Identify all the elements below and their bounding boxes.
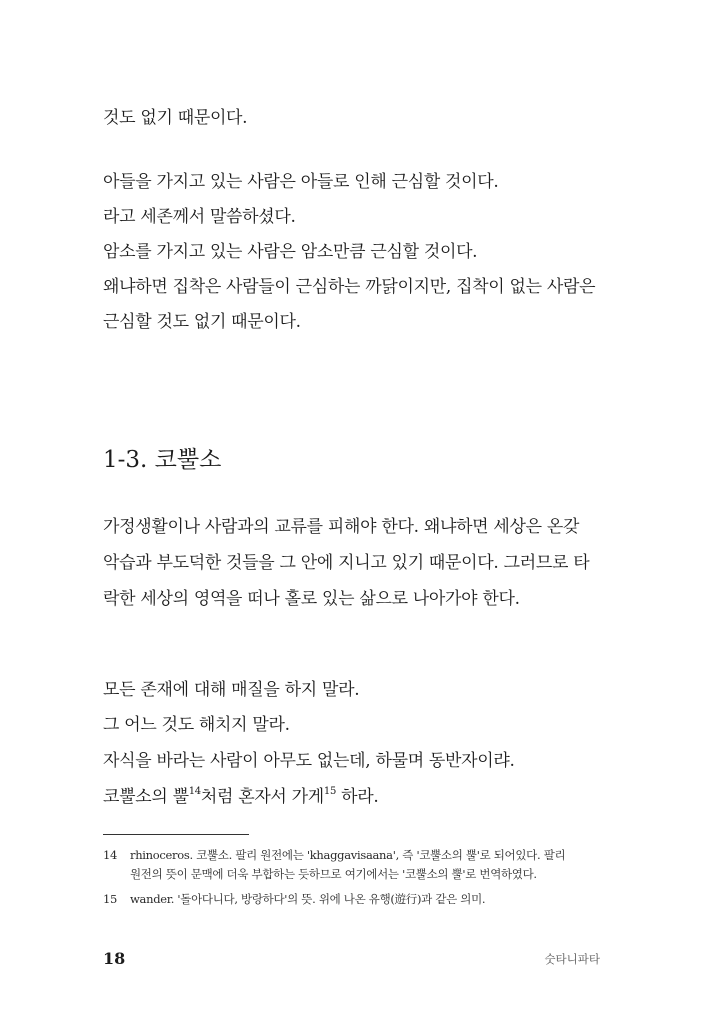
paragraph-line: 가정생활이나 사람과의 교류를 피해야 한다. 왜냐하면 세상은 온갖 bbox=[103, 517, 580, 537]
footnote-15 bbox=[103, 891, 485, 908]
footnote-14-continued: 원전의 뜻이 문맥에 더욱 부합하는 듯하므로 여기에서는 '코뿔소의 뿔'로 번역하였다. bbox=[130, 867, 537, 881]
paragraph-line: 것도 없기 때문이다. bbox=[103, 108, 248, 128]
verse-line: 라고 세존께서 말씀하셨다. bbox=[103, 207, 296, 227]
footnote-ref-14[interactable]: 14 bbox=[188, 786, 201, 798]
verse-text: 처럼 혼자서 가게 bbox=[200, 787, 324, 807]
footnote-ref-15[interactable]: 15 bbox=[323, 786, 337, 798]
verse-line bbox=[103, 786, 378, 808]
footnote-number: 14 bbox=[103, 848, 118, 862]
verse-line: 왜냐하면 집착은 사람들이 근심하는 까닭이지만, 집착이 없는 사람은 bbox=[103, 277, 596, 297]
footnote-14 bbox=[103, 847, 565, 864]
page-number: 18 bbox=[103, 949, 126, 968]
verse-text: 하라. bbox=[336, 787, 379, 807]
verse-text: 코뿔소의 뿔 bbox=[103, 787, 189, 807]
verse-line: 근심할 것도 없기 때문이다. bbox=[103, 312, 301, 332]
section-heading: 1-3. 코뿔소 bbox=[103, 447, 222, 473]
running-title: 숫타니파타 bbox=[544, 952, 600, 966]
verse-line: 그 어느 것도 해치지 말라. bbox=[103, 715, 290, 735]
footnote-divider bbox=[103, 834, 249, 835]
footnote-text: rhinoceros. 코뿔소. 팔리 원전에는 'khaggavisaana', 즉 '코뿔소의 뿔'로 되어있다. 팔리 bbox=[130, 848, 566, 862]
verse-line: 모든 존재에 대해 매질을 하지 말라. bbox=[103, 680, 360, 700]
verse-line: 아들을 가지고 있는 사람은 아들로 인해 근심할 것이다. bbox=[103, 172, 499, 192]
paragraph-line: 악습과 부도덕한 것들을 그 안에 지니고 있기 때문이다. 그러므로 타 bbox=[103, 553, 590, 573]
paragraph-line: 락한 세상의 영역을 떠나 홀로 있는 삶으로 나아가야 한다. bbox=[103, 589, 520, 609]
verse-line: 자식을 바라는 사람이 아무도 없는데, 하물며 동반자이랴. bbox=[103, 751, 515, 771]
footnote-number: 15 bbox=[103, 892, 118, 906]
verse-line: 암소를 가지고 있는 사람은 암소만큼 근심할 것이다. bbox=[103, 242, 478, 262]
footnote-text: wander. '돌아다니다, 방랑하다'의 뜻. 위에 나온 유행(遊行)과 같은 의미. bbox=[130, 892, 486, 906]
